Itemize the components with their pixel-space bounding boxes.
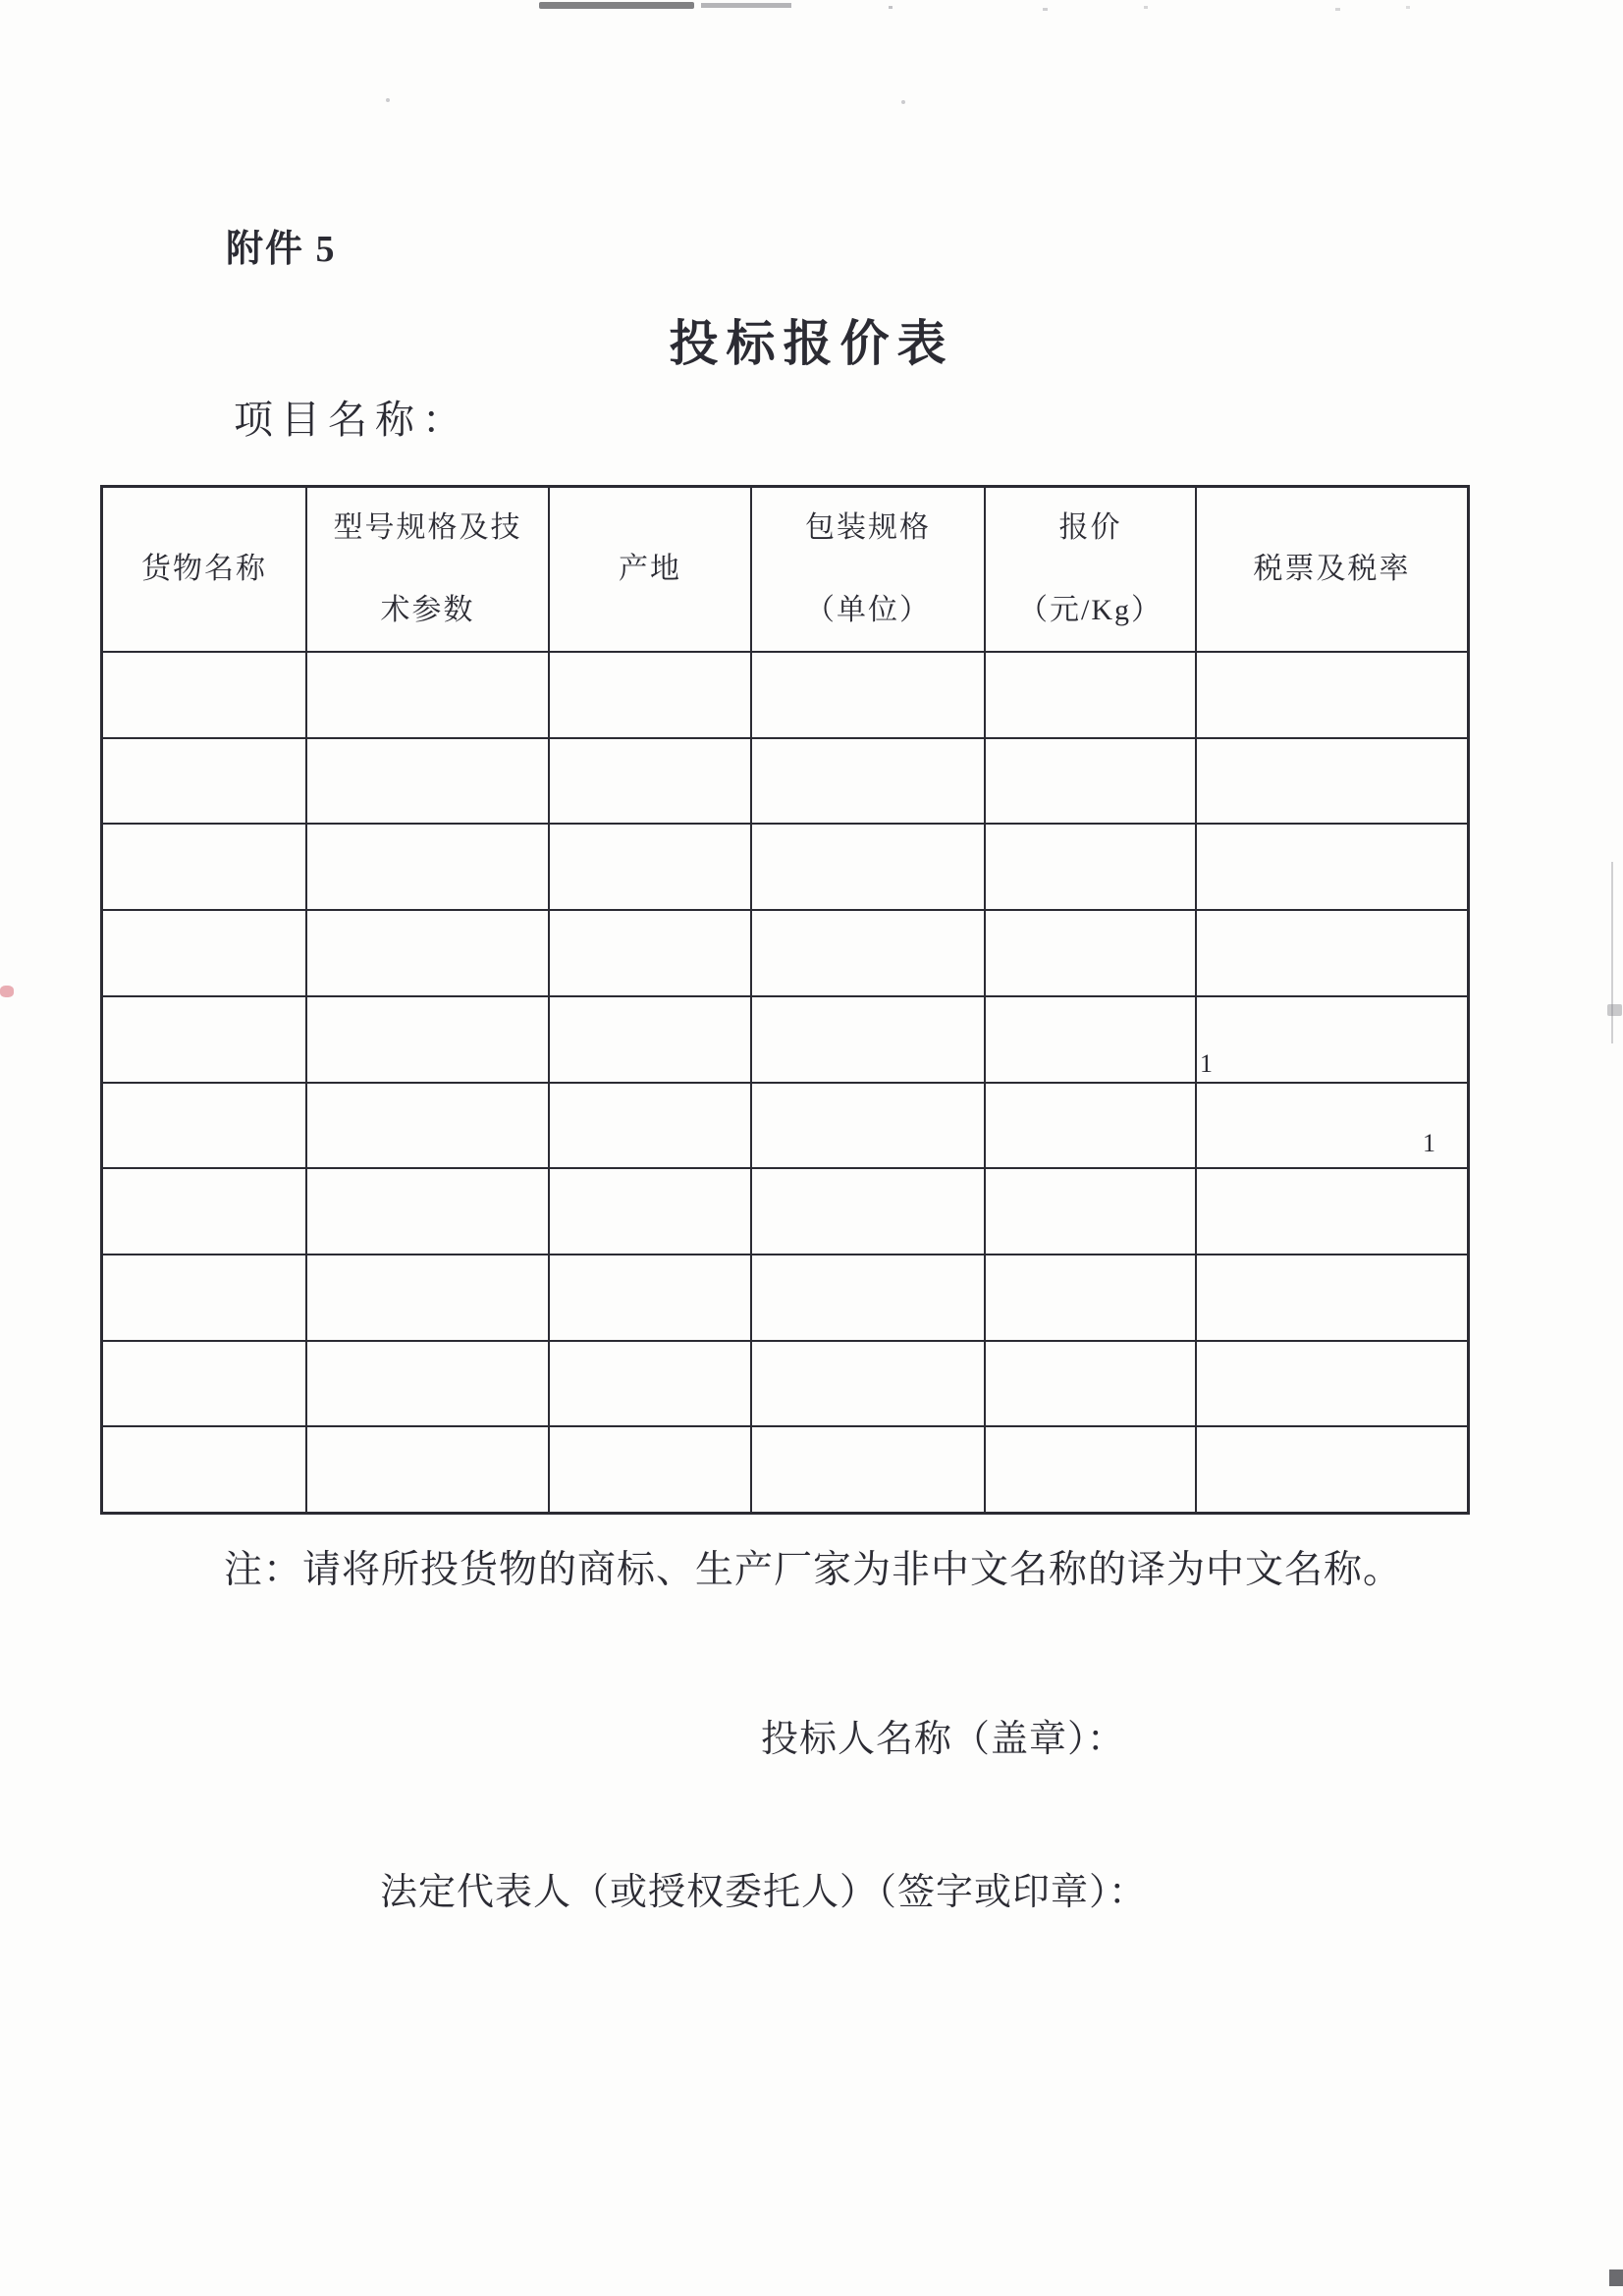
- table-cell: [986, 825, 1197, 909]
- scan-artifact: [386, 98, 390, 102]
- table-cell: [752, 1169, 986, 1254]
- table-cell: [986, 1169, 1197, 1254]
- header-cell-line: 报价: [1058, 510, 1122, 544]
- table-row: [103, 1254, 1467, 1340]
- table-cell: [986, 1255, 1197, 1340]
- table-cell: [752, 825, 986, 909]
- table-cell: [1197, 739, 1467, 824]
- table-row: [103, 1425, 1467, 1512]
- header-cell-tax: [1197, 488, 1467, 651]
- table-cell: [752, 911, 986, 995]
- table-cell: [307, 997, 550, 1082]
- table-cell: [307, 1255, 550, 1340]
- table-header-row: [103, 488, 1467, 651]
- table-cell: [103, 1084, 307, 1168]
- table-cell: [752, 653, 986, 737]
- table-cell: [1197, 1427, 1467, 1512]
- scan-artifact: [889, 6, 893, 9]
- table-cell: [103, 653, 307, 737]
- table-cell: [550, 997, 752, 1082]
- header-cell-line: 型号规格及技: [333, 510, 522, 544]
- table-cell: [307, 653, 550, 737]
- table-cell: [986, 1427, 1197, 1512]
- header-cell-goods-name: [103, 488, 307, 651]
- table-row: [103, 1167, 1467, 1254]
- table-cell: [550, 1427, 752, 1512]
- table-cell: [1197, 997, 1467, 1082]
- scan-artifact: [1406, 6, 1410, 9]
- header-cell-line: 包装规格: [805, 510, 931, 544]
- table-cell: [752, 1084, 986, 1168]
- scan-artifact: [901, 100, 905, 104]
- table-cell: [1197, 1255, 1467, 1340]
- table-cell: [752, 739, 986, 824]
- table-row: [103, 737, 1467, 824]
- scan-artifact-pink: [0, 986, 14, 997]
- table-cell: [986, 911, 1197, 995]
- table-cell: [550, 1169, 752, 1254]
- scan-artifact: [701, 3, 791, 8]
- header-cell-line: 产地: [619, 552, 681, 585]
- table-cell: [986, 1342, 1197, 1426]
- table-cell: [103, 825, 307, 909]
- header-cell-line: 货物名称: [141, 552, 267, 585]
- scan-artifact: [1043, 8, 1048, 11]
- table-cell: [752, 997, 986, 1082]
- header-cell-price: [986, 488, 1197, 651]
- scan-artifact: [1144, 6, 1148, 9]
- table-cell: [307, 825, 550, 909]
- table-cell: [550, 1084, 752, 1168]
- table-row: [103, 651, 1467, 737]
- table-cell: [103, 1427, 307, 1512]
- table-cell: [1197, 911, 1467, 995]
- table-cell: [307, 1427, 550, 1512]
- table-cell: [550, 911, 752, 995]
- document-title: 投标报价表: [669, 316, 954, 371]
- legal-representative-label: 法定代表人（或授权委托人）（签字或印章）：: [380, 1872, 1148, 1913]
- table-cell: [307, 1084, 550, 1168]
- table-cell: [550, 1255, 752, 1340]
- table-row: [103, 1082, 1467, 1168]
- scan-artifact: [1335, 8, 1340, 11]
- note-text: 注：请将所投货物的商标、生产厂家为非中文名称的译为中文名称。: [224, 1549, 1403, 1591]
- scan-artifact: [1611, 862, 1613, 1043]
- stray-mark: 1: [1200, 1048, 1213, 1078]
- table-cell: [1197, 1169, 1467, 1254]
- table-cell: [752, 1427, 986, 1512]
- table-cell: [986, 1084, 1197, 1168]
- table-cell: [103, 739, 307, 824]
- table-cell: [103, 1169, 307, 1254]
- table-cell: [986, 653, 1197, 737]
- table-cell: [1197, 1084, 1467, 1168]
- table-cell: [550, 653, 752, 737]
- table-row: [103, 1340, 1467, 1426]
- table-cell: [103, 1342, 307, 1426]
- header-cell-line: （元/Kg）: [1018, 594, 1163, 626]
- table-cell: [103, 911, 307, 995]
- table-cell: [752, 1255, 986, 1340]
- table-cell: [550, 1342, 752, 1426]
- table-cell: [550, 825, 752, 909]
- table-cell: [1197, 825, 1467, 909]
- table-cell: [550, 739, 752, 824]
- table-cell: [307, 1342, 550, 1426]
- table-cell: [103, 997, 307, 1082]
- header-cell-packaging: [752, 488, 986, 651]
- header-cell-line: （单位）: [805, 594, 931, 626]
- table-cell: [307, 1169, 550, 1254]
- table-cell: [1197, 1342, 1467, 1426]
- scan-artifact: [539, 2, 694, 9]
- scan-artifact: [1607, 1004, 1622, 1016]
- table-cell: [1197, 653, 1467, 737]
- header-cell-model-spec: [307, 488, 550, 651]
- table-row: [103, 909, 1467, 995]
- stray-mark: 1: [1423, 1129, 1435, 1158]
- quote-table: [100, 485, 1470, 1515]
- table-row: [103, 823, 1467, 909]
- table-cell: [103, 1255, 307, 1340]
- attachment-label: 附件 5: [226, 229, 337, 270]
- bidder-seal-label: 投标人名称（盖章）：: [761, 1719, 1126, 1760]
- project-name-label: 项目名称：: [234, 398, 469, 442]
- table-cell: [986, 997, 1197, 1082]
- table-row: [103, 995, 1467, 1082]
- table-cell: [752, 1342, 986, 1426]
- header-cell-line: 术参数: [380, 594, 475, 626]
- header-cell-origin: [550, 488, 752, 651]
- header-cell-line: 税票及税率: [1253, 552, 1411, 585]
- table-cell: [986, 739, 1197, 824]
- table-cell: [307, 911, 550, 995]
- table-cell: [307, 739, 550, 824]
- scan-artifact: [1609, 2269, 1623, 2286]
